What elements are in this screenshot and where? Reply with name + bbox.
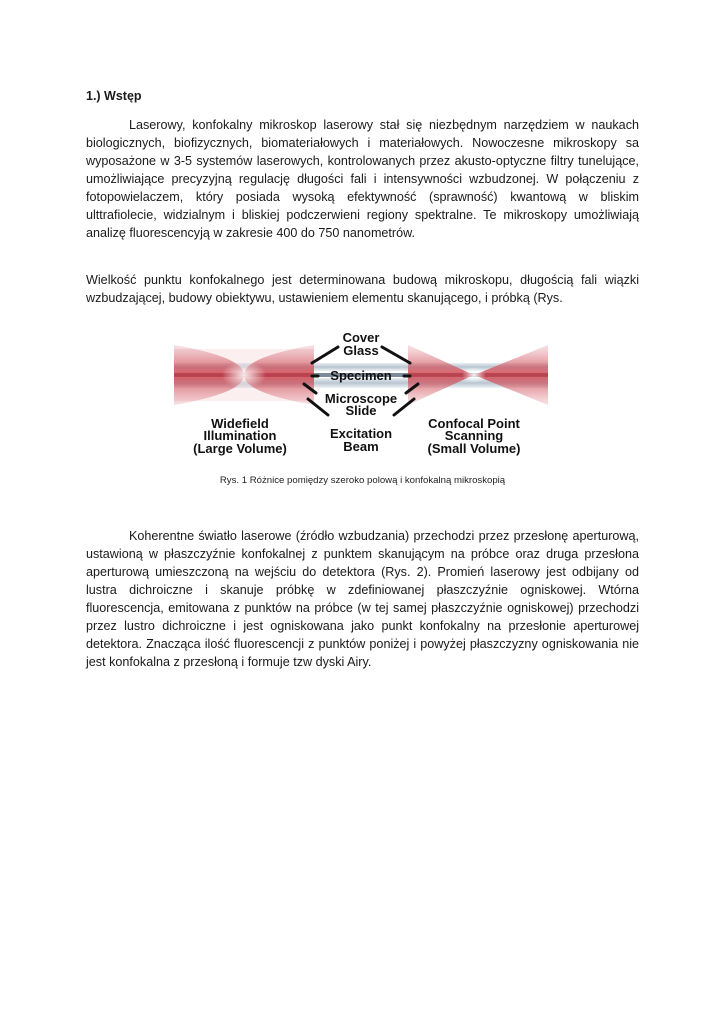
label-beam-2: Beam <box>343 439 379 454</box>
label-widefield-1: Widefield <box>211 416 269 431</box>
label-specimen: Specimen <box>330 368 392 383</box>
paragraph-confocal-spot: Wielkość punktu konfokalnego jest determinowana budową mikroskopu, długością fali wiązki wzbudzającej, budowy obiektywu, ustawieniem elementu skanującego, i próbką (Rys. <box>86 273 639 305</box>
confocal-beam <box>408 345 548 405</box>
label-confocal-2: Scanning <box>444 428 504 443</box>
section-heading: 1.) Wstęp <box>86 89 142 103</box>
label-confocal-1: Confocal Point <box>428 416 520 431</box>
paragraph-intro: Laserowy, konfokalny mikroskop laserowy stał się niezbędnym narzędziem w naukach biologicznych, biofizycznych, biomateriałowych i materiałowych. Nowoczesne mikroskopy sa wyposażone w 3-5 systemów laserowych, kontrolowanych przez akusto-optyczne filtry tunelujące, umożliwiające precyzyjną regulację długości fali i intensywności wzbudzonej. W połączeniu z fotopowielaczem, który posiada wysoką efektywność (sprawność) kwantową w bliskim ulttrafiolecie, widzialnym i bliskiej podczerwieni regiony spektralne. Te mikroskopy umożliwiają analizę fluorescencyją w zakresie 400 do 750 nanometrów. <box>86 118 639 240</box>
paragraph-laser-path: Koherentne światło laserowe (źródło wzbudzania) przechodzi przez przesłonę aperturową, ustawioną w płaszczyźnie konfokalnej z punktem skanującym na próbce oraz druga przesłona aperturową umieszczoną na wejściu do detektora (Rys. 2). Promień laserowy jest odbijany od lustra dichroiczne i skanuje próbkę w zdefiniowanej płaszczyźnie ogniskowej. Wtórna fluorescencja, emitowana z punktów na próbce (w tej samej płaszczyźnie ogniskowej) przechodzi przez lustro dichroiczne i jest ogniskowana jako punkt konfokalny na przesłonie aperturowej detektora. Znacząca ilość fluorescencji z punktów poniżej i powyżej płaszczyzny ogniskowania nie jest konfokalna z przesłoną i formuje tzw dyski Airy. <box>86 529 639 669</box>
label-confocal-3: (Small Volume) <box>427 441 521 456</box>
label-slide-2: Slide <box>345 403 377 418</box>
figure-widefield-vs-confocal <box>174 327 548 463</box>
widefield-beam <box>174 345 314 405</box>
figure-caption: Rys. 1 Różnice pomiędzy szeroko polową i konfokalną mikroskopią <box>219 475 506 486</box>
label-widefield-3: (Large Volume) <box>193 441 287 456</box>
label-slide-1: Microscope <box>324 391 398 406</box>
label-cover-glass-2: Glass <box>343 343 379 358</box>
label-widefield-2: Illumination <box>203 428 277 443</box>
label-beam-1: Excitation <box>329 426 393 441</box>
label-cover-glass-1: Cover <box>342 330 380 345</box>
